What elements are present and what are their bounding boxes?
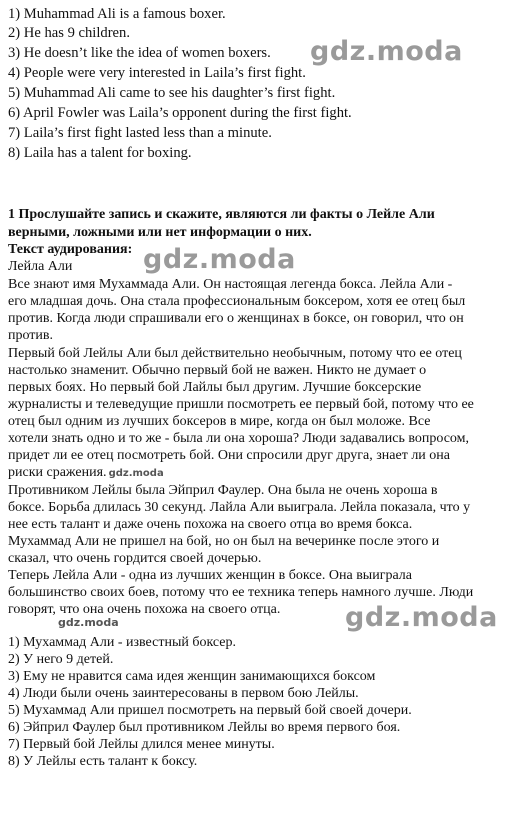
audio-script-label: Текст аудирования: — [8, 242, 133, 257]
story-line: настолько знаменит. Обычно первый бой не важен. Никто не думает о — [8, 363, 427, 378]
russian-statement: 1) Мухаммад Али - известный боксер. — [8, 635, 237, 650]
story-line: Теперь Лейла Али - одна из лучших женщин в боксе. Она выиграла — [8, 568, 412, 583]
watermark-inline: gdz.moda — [108, 468, 164, 479]
russian-statement: 6) Эйприл Фаулер был противником Лейлы во время первого боя. — [8, 720, 401, 735]
story-line: первых боях. Но первый бой Лайлы был другим. Лучшие боксерские — [8, 380, 422, 395]
story-line: Противником Лейлы была Эйприл Фаулер. Она была не очень хороша в — [8, 483, 438, 498]
english-statement: 3) He doesn’t like the idea of women boxers. — [8, 45, 271, 61]
story-line: большинство своих боев, потому что ее техника теперь намного лучше. Люди — [8, 585, 474, 600]
watermark-logo: gdz.moda — [345, 602, 498, 633]
story-line: отец был одним из лучших боксеров в мире, когда он был моложе. Все — [8, 414, 431, 429]
russian-statement: 5) Мухаммад Али пришел посмотреть на первый бой своей дочери. — [8, 703, 412, 718]
russian-statement: 2) У него 9 детей. — [8, 652, 114, 667]
english-statement: 1) Muhammad Ali is a famous boxer. — [8, 6, 226, 22]
story-line: журналисты и телеведущие пришли посмотреть ее первый бой, потому что ее — [8, 397, 474, 412]
story-title: Лейла Али — [8, 259, 73, 274]
story-line-text: риски сражения. — [8, 465, 107, 480]
russian-statement: 4) Люди были очень заинтересованы в первом бою Лейлы. — [8, 686, 359, 701]
russian-statement: 8) У Лейлы есть талант к боксу. — [8, 754, 198, 769]
english-statement: 8) Laila has a talent for boxing. — [8, 145, 192, 161]
russian-statement: 3) Ему не нравится сама идея женщин занимающихся боксом — [8, 669, 376, 684]
story-line: нее есть талант и даже очень похожа на своего отца во время бокса. — [8, 517, 413, 532]
story-line: против. Когда люди спрашивали его о женщинах в боксе, он говорил, что он — [8, 311, 464, 326]
story-line: против. — [8, 328, 54, 343]
english-statement: 6) April Fowler was Laila’s opponent during the first fight. — [8, 105, 352, 121]
story-line: сказал, что очень гордится своей дочерью. — [8, 551, 262, 566]
story-line: Первый бой Лейлы Али был действительно необычным, потому что ее отец — [8, 346, 462, 361]
story-line: Все знают имя Мухаммада Али. Он настоящая легенда бокса. Лейла Али - — [8, 277, 453, 292]
task-heading-line: 1 Прослушайте запись и скажите, являются ли факты о Лейле Али — [8, 207, 435, 222]
russian-statement: 7) Первый бой Лейлы длился менее минуты. — [8, 737, 275, 752]
watermark-logo: gdz.moda — [310, 36, 463, 67]
story-line: придет ли ее отец посмотреть бой. Они спросили друг друга, знает ли она — [8, 448, 450, 463]
story-line: боксе. Борьба длилась 30 секунд. Лайла Али выиграла. Лейла показала, что у — [8, 500, 471, 515]
english-statement: 2) He has 9 children. — [8, 25, 130, 41]
english-statement: 4) People were very interested in Laila’s first fight. — [8, 65, 306, 81]
story-line — [8, 464, 164, 482]
task-heading-line: верными, ложными или нет информации о них. — [8, 225, 312, 240]
english-statement: 7) Laila’s first fight lasted less than a minute. — [8, 125, 272, 141]
story-line: говорят, что она очень похожа на своего отца. — [8, 602, 281, 617]
story-line: Мухаммад Али не пришел на бой, но он был на вечеринке после этого и — [8, 534, 440, 549]
english-statement: 5) Muhammad Ali came to see his daughter’s first fight. — [8, 85, 336, 101]
story-line: его младшая дочь. Она стала профессиональным боксером, хотя ее отец был — [8, 294, 466, 309]
watermark-logo: gdz.moda — [58, 616, 119, 629]
story-line: хотели знать одно и то же - была ли она хороша? Люди задавались вопросом, — [8, 431, 470, 446]
watermark-logo: gdz.moda — [143, 244, 296, 275]
